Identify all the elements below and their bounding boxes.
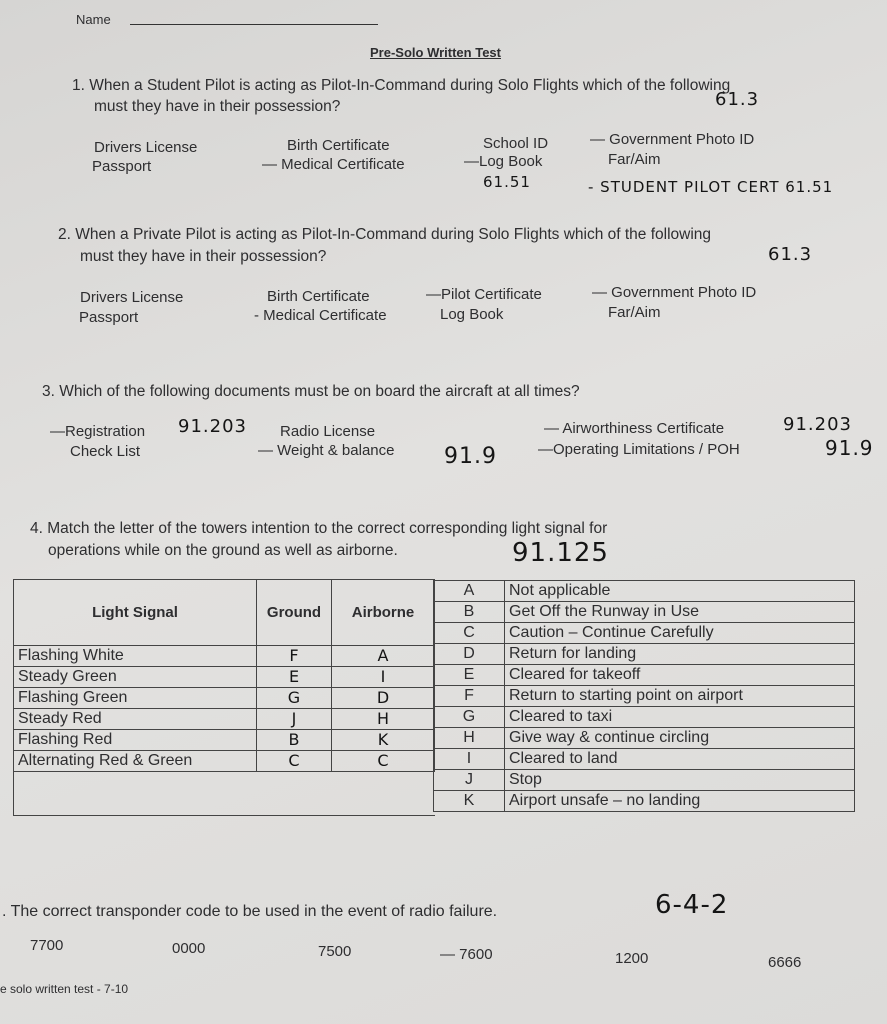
- key-row: [434, 728, 855, 749]
- q2-option: - Medical Certificate: [254, 307, 387, 324]
- key-row: [434, 749, 855, 770]
- ground-answer[interactable]: B: [257, 730, 332, 751]
- key-meaning: Cleared to land: [505, 749, 855, 770]
- table-row: [14, 709, 435, 730]
- q2-option: Birth Certificate: [267, 288, 370, 305]
- q1-option: Passport: [92, 158, 152, 175]
- header-light-signal: Light Signal: [14, 580, 257, 646]
- q3-option: —Registration: [50, 423, 146, 440]
- table-row: [14, 667, 435, 688]
- signal: Flashing Green: [14, 688, 257, 709]
- key-letter: D: [434, 644, 505, 665]
- table-row: [14, 646, 435, 667]
- signal: Steady Red: [14, 709, 257, 730]
- key-row: [434, 644, 855, 665]
- key-row: [434, 623, 855, 644]
- ground-answer[interactable]: E: [257, 667, 332, 688]
- page-title: Pre-Solo Written Test: [370, 45, 501, 60]
- signal: Steady Green: [14, 667, 257, 688]
- q5-option: 1200: [615, 950, 649, 967]
- ground-answer[interactable]: J: [257, 709, 332, 730]
- key-row: [434, 665, 855, 686]
- key-letter: A: [434, 581, 505, 602]
- key-meaning: Cleared for takeoff: [505, 665, 855, 686]
- q3-option: —Operating Limitations / POH: [538, 441, 740, 458]
- q2-option: Passport: [79, 309, 139, 326]
- airborne-answer[interactable]: I: [332, 667, 435, 688]
- q1-option: — Government Photo ID: [590, 131, 755, 148]
- airborne-answer[interactable]: H: [332, 709, 435, 730]
- key-row: [434, 791, 855, 812]
- key-letter: H: [434, 728, 505, 749]
- key-letter: K: [434, 791, 505, 812]
- table-row: [14, 730, 435, 751]
- key-meaning: Give way & continue circling: [505, 728, 855, 749]
- q4-ref: 91.125: [512, 538, 609, 568]
- q3-option: Radio License: [280, 423, 376, 440]
- key-row: [434, 770, 855, 791]
- q4-text-2: operations while on the ground as well as airborne.: [48, 542, 398, 559]
- key-row: [434, 707, 855, 728]
- q5-text: . The correct transponder code to be used in the event of radio failure.: [2, 903, 498, 920]
- key-meaning: Caution – Continue Carefully: [505, 623, 855, 644]
- key-letter: E: [434, 665, 505, 686]
- header-airborne: Airborne: [332, 580, 435, 646]
- blank-row: [14, 772, 435, 816]
- key-letter: C: [434, 623, 505, 644]
- q3-ref: 91.9: [444, 444, 497, 469]
- q2-option: Drivers License: [80, 289, 184, 306]
- ground-answer[interactable]: F: [257, 646, 332, 667]
- signal: Flashing White: [14, 646, 257, 667]
- q1-text: 1. When a Student Pilot is acting as Pilot-In-Command during Solo Flights which of the following: [72, 77, 731, 94]
- table-row: [14, 688, 435, 709]
- q2-option: Far/Aim: [608, 304, 661, 321]
- footer: e solo written test - 7-10: [0, 982, 129, 996]
- q1-note: 61.51: [483, 173, 531, 191]
- q2-option: — Government Photo ID: [592, 284, 757, 301]
- q5-option: 6666: [768, 954, 802, 971]
- q3-text: 3. Which of the following documents must be on board the aircraft at all times?: [42, 383, 580, 400]
- q5-option: 7500: [318, 943, 352, 960]
- key-letter: J: [434, 770, 505, 791]
- airborne-answer[interactable]: C: [332, 751, 435, 772]
- name-field[interactable]: [130, 24, 378, 25]
- q3-ref: 91.9: [825, 436, 874, 460]
- key-meaning: Cleared to taxi: [505, 707, 855, 728]
- q2-text: 2. When a Private Pilot is acting as Pilot-In-Command during Solo Flights which of the following: [58, 226, 712, 243]
- q1-option: Drivers License: [94, 139, 198, 156]
- q3-ref: 91.203: [783, 414, 852, 435]
- q1-option: — Medical Certificate: [262, 156, 405, 173]
- q5-answer: 6-4-2: [655, 890, 729, 920]
- key-letter: G: [434, 707, 505, 728]
- header-ground: Ground: [257, 580, 332, 646]
- key-row: [434, 602, 855, 623]
- key-meaning: Get Off the Runway in Use: [505, 602, 855, 623]
- key-letter: B: [434, 602, 505, 623]
- q1-option: —Log Book: [464, 153, 543, 170]
- q3-ref: 91.203: [178, 416, 247, 437]
- airborne-answer[interactable]: A: [332, 646, 435, 667]
- key-meaning: Return to starting point on airport: [505, 686, 855, 707]
- key-letter: I: [434, 749, 505, 770]
- q3-option: — Airworthiness Certificate: [544, 420, 725, 437]
- intention-key-table: [433, 580, 855, 812]
- q1-option: Far/Aim: [608, 151, 661, 168]
- q3-option: Check List: [70, 443, 141, 460]
- q1-text-2: must they have in their possession?: [94, 98, 341, 115]
- light-signal-table: [13, 579, 435, 816]
- q4-text: 4. Match the letter of the towers intention to the correct corresponding light signal for: [30, 520, 608, 537]
- q5-option: 0000: [172, 940, 206, 957]
- q1-note: - STUDENT PILOT CERT 61.51: [588, 178, 834, 196]
- q1-ref: 61.3: [715, 89, 760, 110]
- ground-answer[interactable]: C: [257, 751, 332, 772]
- q5-option: 7700: [30, 937, 64, 954]
- signal: Flashing Red: [14, 730, 257, 751]
- signal: Alternating Red & Green: [14, 751, 257, 772]
- q2-option: —Pilot Certificate: [426, 286, 542, 303]
- q3-option: — Weight & balance: [258, 442, 395, 459]
- q2-option: Log Book: [440, 306, 504, 323]
- name-label: Name: [76, 12, 111, 27]
- q1-option: School ID: [483, 135, 549, 152]
- key-row: [434, 581, 855, 602]
- airborne-answer[interactable]: K: [332, 730, 435, 751]
- key-letter: F: [434, 686, 505, 707]
- q1-option: Birth Certificate: [287, 137, 390, 154]
- q2-text-2: must they have in their possession?: [80, 248, 327, 265]
- key-meaning: Return for landing: [505, 644, 855, 665]
- key-meaning: Not applicable: [505, 581, 855, 602]
- ground-answer[interactable]: G: [257, 688, 332, 709]
- q5-option: — 7600: [440, 946, 493, 963]
- key-meaning: Stop: [505, 770, 855, 791]
- table-row: [14, 751, 435, 772]
- q2-ref: 61.3: [768, 244, 813, 265]
- airborne-answer[interactable]: D: [332, 688, 435, 709]
- key-row: [434, 686, 855, 707]
- key-meaning: Airport unsafe – no landing: [505, 791, 855, 812]
